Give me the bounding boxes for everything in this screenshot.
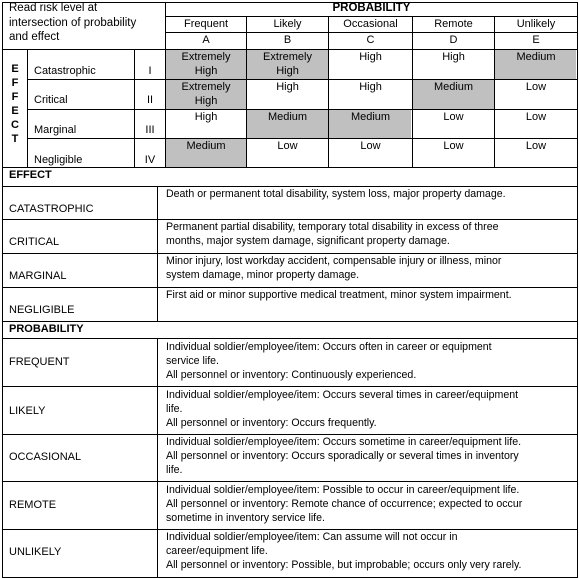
probability-term-frequent: FREQUENT (9, 356, 70, 368)
effect-letter-5: C (11, 119, 19, 131)
probability-def-occasional-line-3: life. (166, 464, 183, 476)
column-name-c: Occasional (343, 18, 398, 30)
probability-def-unlikely-line-2: career/equipment life. (166, 545, 268, 557)
rule-effect-letters (27, 49, 28, 168)
probability-term-remote: REMOTE (9, 499, 57, 511)
rule-negligible (2, 321, 578, 322)
rule-probability-heading (2, 338, 578, 339)
rule-effect-def-split (157, 186, 158, 322)
probability-def-likely-line-3: All personnel or inventory: Occurs frequently. (166, 417, 377, 429)
effect-letter-2: F (11, 77, 19, 89)
risk-cell-iv-d: Low (443, 140, 464, 152)
risk-cell-iii-e: Low (525, 111, 547, 123)
column-letter-c: C (366, 34, 375, 46)
column-name-e: Unlikely (516, 18, 556, 30)
column-letter-b: B (283, 34, 292, 46)
probability-def-remote-line-2: All personnel or inventory: Remote chance of occurrence; expected to occur (166, 498, 523, 510)
risk-cell-ii-e: Low (525, 81, 547, 93)
effect-def-critical-line-2: months, major system damage, significant property damage. (166, 235, 450, 247)
risk-cell-i-a: Extremely High (181, 51, 231, 77)
risk-cell-iv-e: Low (525, 140, 547, 152)
effect-def-marginal-line-1: Minor injury, lost workday accident, compensable injury or illness, minor (166, 255, 502, 267)
rule-occasional (2, 481, 578, 482)
risk-cell-i-d: High (442, 51, 465, 63)
effect-section-heading: EFFECT (9, 169, 52, 181)
probability-section-heading: PROBABILITY (9, 323, 84, 335)
probability-header: PROBABILITY (332, 2, 411, 14)
effect-letter-6: T (11, 133, 19, 145)
risk-cell-iii-d: Low (443, 111, 464, 123)
risk-cell-iv-a: Medium (186, 140, 226, 152)
border-right (577, 2, 578, 578)
risk-cell-ii-a: Extremely High (181, 81, 231, 107)
probability-def-remote-line-3: sometime in inventory service life. (166, 512, 325, 524)
matrix-instructions: Read risk level at intersection of probability and effect (9, 2, 137, 43)
rule-likely (2, 434, 578, 435)
row-label-negligible: Negligible (34, 154, 83, 166)
probability-def-frequent-line-2: service life. (166, 355, 219, 367)
column-name-d: Remote (434, 18, 473, 30)
rule-critical (2, 253, 578, 254)
risk-cell-iii-b: Medium (267, 111, 308, 123)
rule-frequent (2, 386, 578, 387)
effect-def-critical-line-1: Permanent partial disability, temporary total disability in excess of three (166, 221, 499, 233)
rule-catastrophic (2, 219, 578, 220)
row-roman-iv: IV (144, 154, 156, 166)
column-letter-e: E (532, 34, 540, 46)
risk-cell-i-e: Medium (516, 51, 556, 63)
probability-def-occasional-line-1: Individual soldier/employee/item: Occurs sometime in career/equipment life. (166, 436, 522, 448)
probability-def-frequent-line-1: Individual soldier/employee/item: Occurs often in career or equipment (166, 341, 492, 353)
row-roman-iii: III (145, 124, 155, 136)
risk-cell-iii-c: Medium (350, 111, 391, 123)
effect-letter-3: F (11, 91, 19, 103)
rule-probability-def-split (157, 338, 158, 578)
probability-def-frequent-line-3: All personnel or inventory: Continuously experienced. (166, 369, 417, 381)
effect-letter-4: E (11, 105, 19, 117)
risk-cell-iii-a: High (194, 111, 218, 123)
risk-cell-ii-b: High (276, 81, 299, 93)
probability-def-unlikely-line-1: Individual soldier/employee/item: Can assume will not occur in (166, 531, 458, 543)
border-bottom (2, 577, 578, 578)
probability-def-likely-line-2: life. (166, 403, 183, 415)
probability-def-occasional-line-2: All personnel or inventory: Occurs sporadically or several times in inventory (166, 450, 519, 462)
probability-def-remote-line-1: Individual soldier/employee/item: Possible to occur in career/equipment life. (166, 484, 520, 496)
effect-term-marginal: MARGINAL (9, 270, 67, 282)
effect-def-marginal-line-2: system damage, minor property damage. (166, 269, 360, 281)
effect-term-negligible: NEGLIGIBLE (9, 304, 75, 316)
row-roman-ii: II (146, 94, 154, 106)
effect-letter-1: E (11, 63, 19, 75)
row-roman-i: I (148, 65, 152, 77)
row-label-catastrophic: Catastrophic (34, 65, 96, 77)
column-name-a: Frequent (183, 18, 229, 30)
risk-cell-i-c: High (359, 51, 382, 63)
probability-term-likely: LIKELY (9, 405, 46, 417)
effect-term-critical: CRITICAL (9, 236, 60, 248)
rule-matrix-bottom (2, 167, 578, 168)
row-label-critical: Critical (34, 94, 68, 106)
risk-cell-ii-d: Medium (433, 81, 474, 93)
column-letter-d: D (449, 34, 458, 46)
rule-effect-heading (2, 186, 578, 187)
risk-cell-i-b: Extremely High (263, 51, 312, 77)
risk-cell-iv-b: Low (277, 140, 298, 152)
probability-term-occasional: OCCASIONAL (9, 451, 82, 463)
risk-cell-ii-c: High (359, 81, 382, 93)
effect-def-catastrophic-line-1: Death or permanent total disability, system loss, major property damage. (166, 188, 506, 200)
rule-marginal (2, 287, 578, 288)
column-letter-a: A (202, 34, 210, 46)
effect-def-negligible-line-1: First aid or minor supportive medical treatment, minor system impairment. (166, 289, 512, 301)
rule-remote (2, 529, 578, 530)
row-label-marginal: Marginal (34, 124, 77, 136)
probability-def-unlikely-line-3: All personnel or inventory: Possible, but improbable; occurs only very rarely. (166, 559, 522, 571)
column-name-b: Likely (273, 18, 302, 30)
probability-term-unlikely: UNLIKELY (9, 546, 62, 558)
risk-cell-iv-c: Low (360, 140, 381, 152)
probability-def-likely-line-1: Individual soldier/employee/item: Occurs several times in career/equipment (166, 389, 519, 401)
effect-term-catastrophic: CATASTROPHIC (9, 203, 94, 215)
